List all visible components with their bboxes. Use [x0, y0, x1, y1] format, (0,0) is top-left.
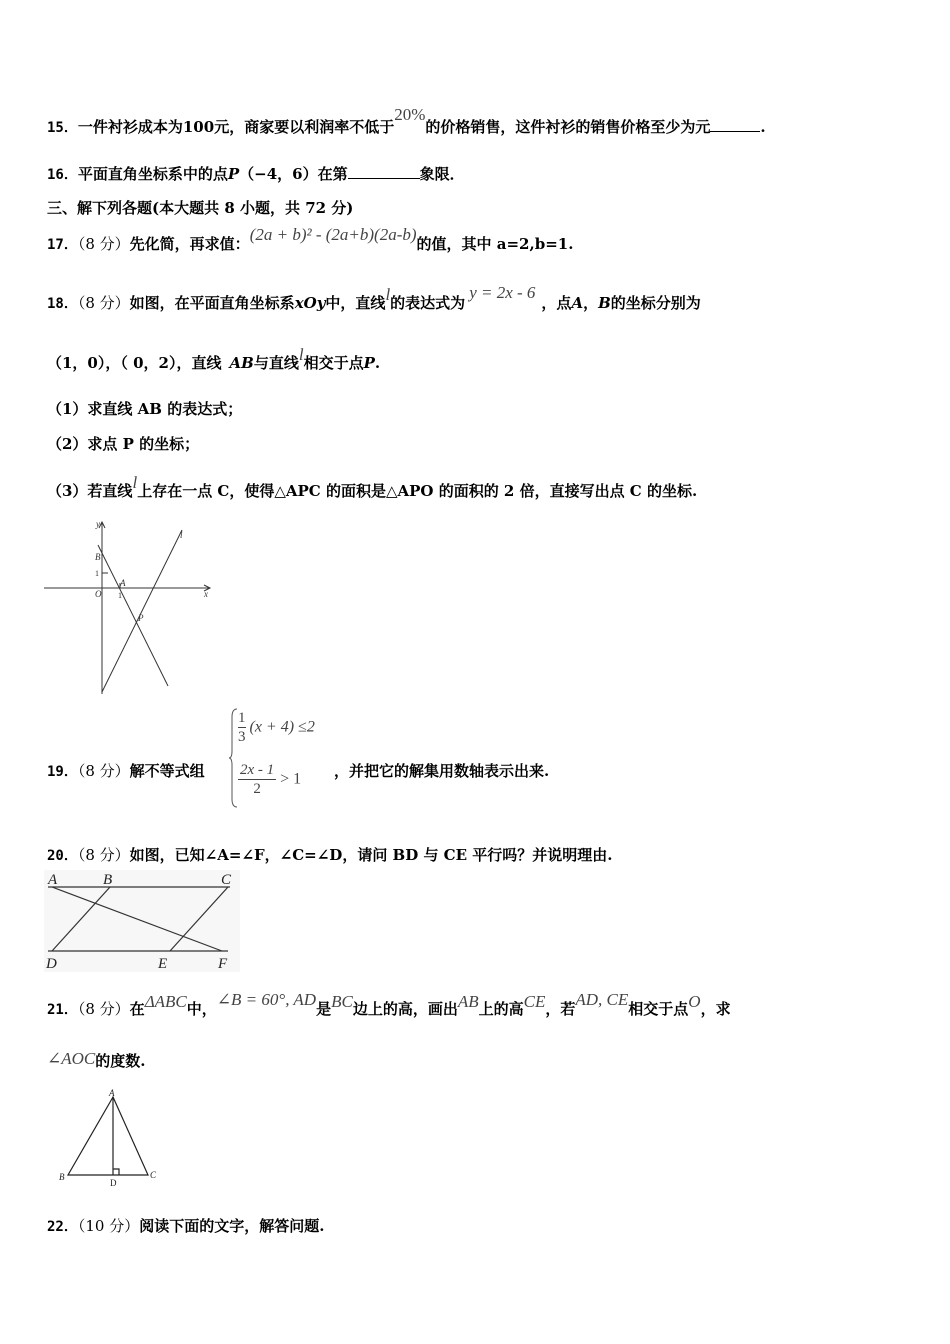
question-text: 元，商家要以利润率不低于	[214, 118, 395, 136]
expression-formula: (2a + b)² - (2a+b)(2a-b)	[249, 225, 417, 244]
label-d: D	[46, 956, 57, 972]
xoy-label: xOy	[294, 294, 326, 312]
question-number: 16．	[47, 167, 78, 183]
question-text: 先化简，再求值：	[129, 235, 250, 253]
inequality-system	[228, 707, 338, 811]
question-text: 在	[129, 1000, 145, 1018]
question-text: 在第	[317, 165, 348, 183]
question-text: 上的高	[478, 1000, 524, 1018]
question-text: 的度数.	[95, 1052, 146, 1070]
label-b: B	[59, 1172, 65, 1182]
question-20	[47, 844, 613, 865]
point-a-label: A	[571, 294, 584, 312]
question-number: 20．	[47, 848, 78, 864]
figure-18-coordinate-plane	[44, 518, 214, 696]
system-brace	[228, 707, 238, 809]
origin-label: O	[95, 589, 102, 599]
tick-x-label: 1	[118, 591, 122, 600]
cost-value: 100	[182, 118, 215, 136]
point-b-label: B	[95, 552, 101, 562]
question-text: （1，0），（ 0，2），直线	[47, 354, 222, 372]
line-l-symbol: l	[385, 285, 391, 304]
question-text: 平面直角坐标系中的点	[77, 165, 228, 183]
inequality-2-rest: > 1	[280, 770, 302, 788]
point-a-label: A	[120, 578, 126, 588]
point-label: P	[227, 165, 240, 183]
question-text: 是	[316, 1000, 332, 1018]
question-text: ，点	[541, 294, 572, 312]
point-p-label: P	[138, 613, 144, 623]
question-18-sub3	[47, 473, 698, 501]
label-c: C	[150, 1170, 157, 1180]
angle-formula: ∠B = 60°, AD	[216, 990, 317, 1009]
point-p-label: P	[363, 354, 375, 372]
question-text: 阅读下面的文字，解答问题.	[139, 1217, 325, 1235]
question-number: 18．	[47, 296, 78, 312]
question-19	[47, 760, 205, 781]
question-text: 相交于点	[303, 354, 364, 372]
question-end: .	[374, 354, 381, 372]
question-number: 17．	[47, 237, 78, 253]
right-angle-mark	[113, 1169, 119, 1175]
rate-formula: 20%	[394, 105, 426, 124]
question-text: 上存在一点 C，使得△APC 的面积是△APO 的面积的 2 倍，直接写出点 C 的坐标.	[137, 482, 698, 500]
label-a: A	[48, 872, 58, 888]
score: （8 分）	[77, 762, 130, 780]
question-text: 一件衬衫成本为	[77, 118, 183, 136]
question-text: 的表达式为	[390, 294, 466, 312]
answer-blank	[348, 164, 420, 179]
inequality-1-rest: (x + 4) ≤2	[249, 718, 315, 736]
question-text: ，	[583, 294, 599, 312]
fraction-numerator: 1	[238, 710, 246, 726]
question-22	[47, 1215, 324, 1236]
label-d: D	[110, 1178, 117, 1188]
triangle-abc	[68, 1097, 148, 1175]
score: （8 分）	[77, 1000, 130, 1018]
question-text: （3）若直线	[47, 482, 133, 500]
y-axis-label: y	[96, 519, 100, 529]
inequality-1	[238, 709, 315, 746]
triangle-formula: ΔABC	[144, 992, 187, 1011]
question-18-sub1: （1）求直线 AB 的表达式；	[47, 400, 243, 418]
height-ce-formula: CE	[523, 992, 546, 1011]
figure-20-parallel-lines	[44, 870, 240, 972]
figure-21-triangle	[56, 1088, 160, 1188]
label-e: E	[158, 956, 168, 972]
question-18-line2	[47, 345, 381, 373]
question-text: 如图，在平面直角坐标系	[129, 294, 295, 312]
tick-y-label: 1	[95, 569, 99, 578]
question-text: 的值，其中 a=2,b=1.	[416, 235, 574, 253]
question-text: 解不等式组	[129, 762, 205, 780]
score: （8 分）	[77, 294, 130, 312]
angle-aoc-formula: ∠AOC	[47, 1049, 96, 1068]
line-equation: y = 2x - 6	[469, 283, 536, 302]
point-o-formula: O	[688, 992, 701, 1011]
question-end: .	[760, 118, 766, 136]
question-text: 象限．	[419, 165, 465, 183]
score: （10 分）	[77, 1217, 140, 1235]
question-text: 中，直线	[325, 294, 386, 312]
label-a: A	[109, 1088, 115, 1098]
question-18-line1	[47, 283, 701, 313]
side-ab-formula: AB	[457, 992, 479, 1011]
line-l-label: l	[180, 530, 183, 540]
question-text: ，若	[545, 1000, 576, 1018]
side-bc-formula: BC	[331, 992, 353, 1011]
question-number: 15．	[47, 120, 78, 136]
question-text: 如图，已知∠A=∠F，∠C=∠D，请问 BD 与 CE 平行吗？并说明理由.	[129, 846, 613, 864]
fraction-denominator: 2	[238, 779, 276, 798]
question-number: 21．	[47, 1002, 78, 1018]
label-c: C	[221, 872, 232, 888]
inequality-2	[238, 761, 301, 798]
question-text: 相交于点	[628, 1000, 689, 1018]
question-text: 边上的高，画出	[352, 1000, 458, 1018]
question-text: ，求	[700, 1000, 731, 1018]
line-l	[102, 530, 182, 692]
question-21	[47, 990, 731, 1019]
section-title: 三、解下列各题(本大题共 8 小题，共 72 分)	[47, 199, 354, 217]
ad-ce-formula: AD, CE	[575, 990, 629, 1009]
question-text: 的坐标分别为	[610, 294, 701, 312]
coords: （−4，6）	[239, 165, 318, 183]
x-axis-label: x	[204, 589, 208, 599]
score: （8 分）	[77, 846, 130, 864]
question-text: 的价格销售，这件衬衫的销售价格至少为元	[425, 118, 711, 136]
question-text: 中，	[186, 1000, 217, 1018]
question-18-sub2: （2）求点 P 的坐标；	[47, 435, 200, 453]
question-number: 19．	[47, 764, 78, 780]
question-number: 22．	[47, 1219, 78, 1235]
fraction-numerator: 2x - 1	[240, 762, 275, 778]
question-19-tail: ，并把它的解集用数轴表示出来.	[334, 762, 550, 780]
score: （8 分）	[77, 235, 130, 253]
question-17	[47, 225, 574, 254]
line-ab-label: AB	[229, 354, 254, 372]
question-text: 与直线	[253, 354, 299, 372]
line-l-symbol: l	[298, 345, 304, 364]
point-b-label: B	[598, 294, 611, 312]
line-ab	[98, 545, 168, 686]
line-l-symbol: l	[132, 473, 138, 492]
question-21-line2	[47, 1050, 145, 1071]
fraction-denominator: 3	[238, 729, 246, 745]
label-f: F	[218, 956, 228, 972]
question-16	[47, 163, 465, 184]
answer-blank	[710, 117, 760, 132]
label-b: B	[103, 872, 113, 888]
question-15	[47, 105, 766, 137]
